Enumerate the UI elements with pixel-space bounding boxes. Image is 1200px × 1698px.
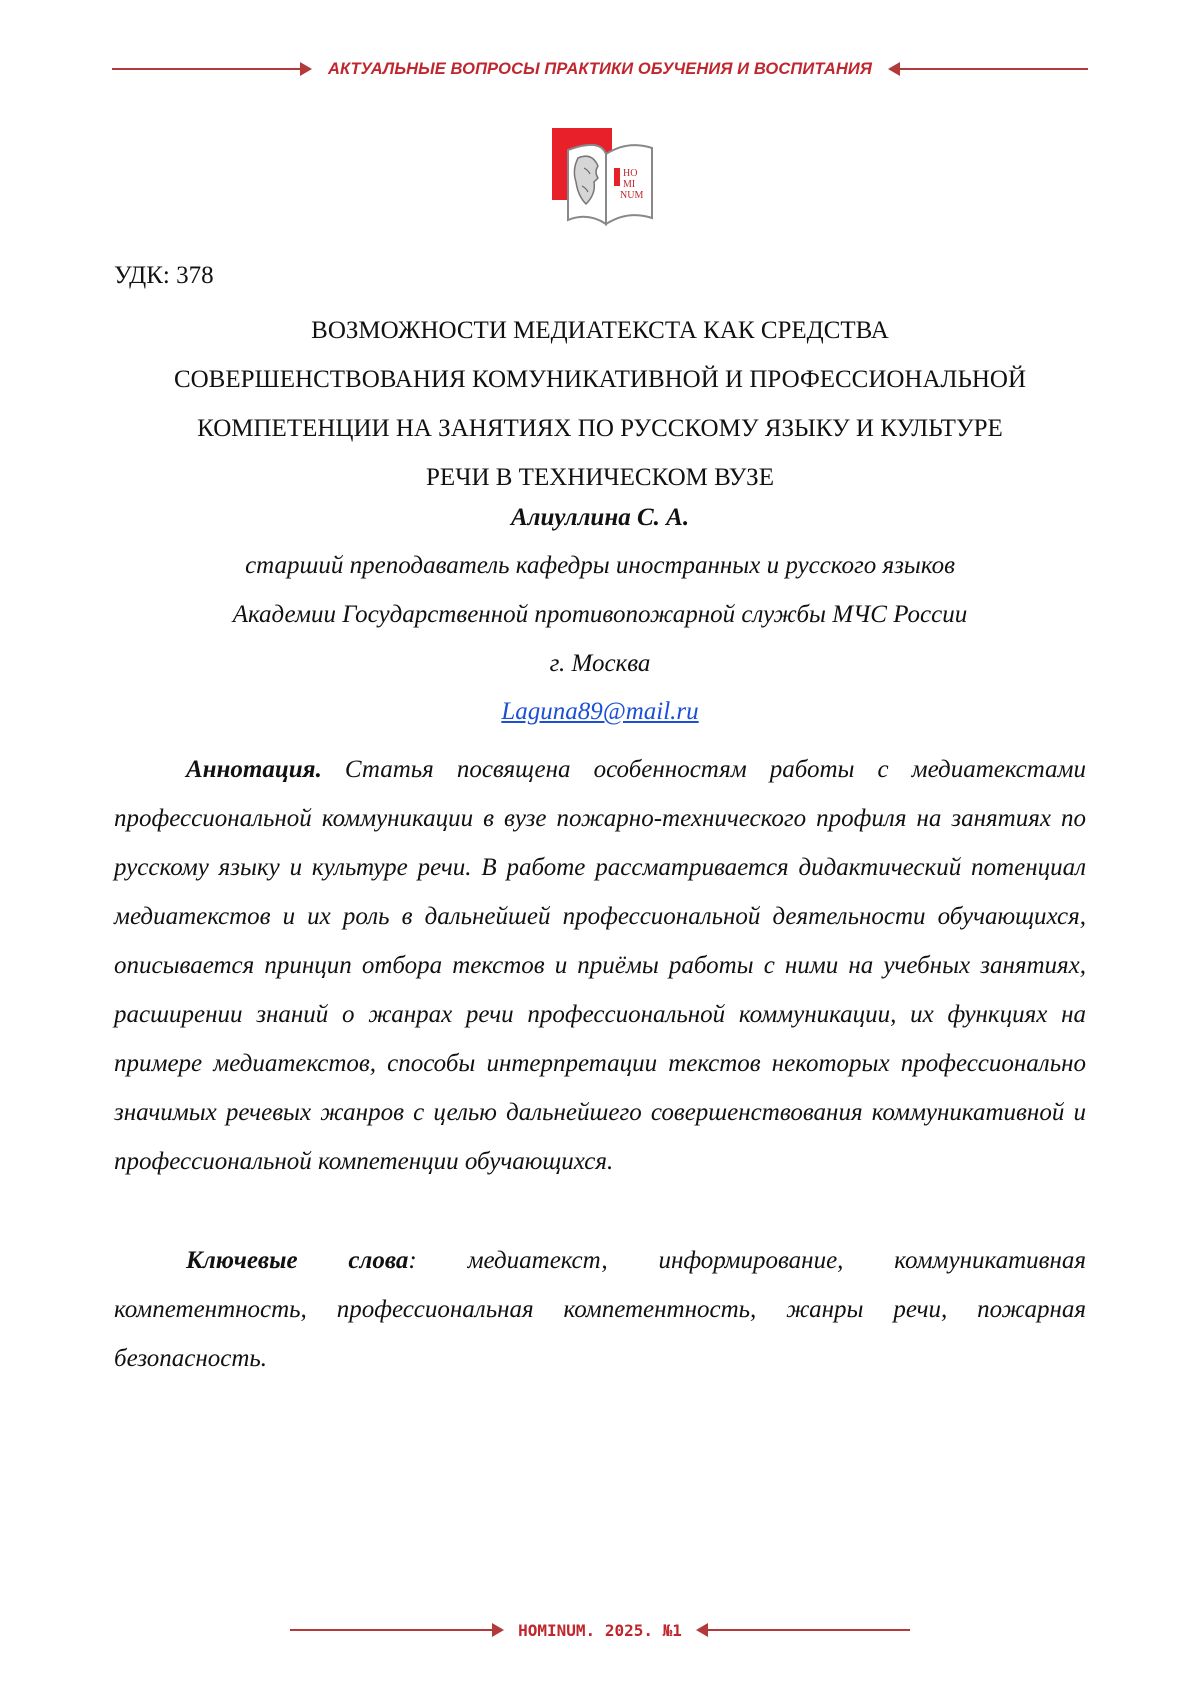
logo-text-ho: HO: [623, 168, 638, 179]
title-line: КОМПЕТЕНЦИИ НА ЗАНЯТИЯХ ПО РУССКОМУ ЯЗЫКУ И КУЛЬТУРЕ: [197, 415, 1003, 442]
footer-rule-right: [698, 1629, 910, 1631]
keywords-text: медиатекст, информирование, коммуникативная компетентность, профессиональная компетентность, жанры речи, пожарная безопасность.: [114, 1247, 1087, 1372]
author-name: Алиуллина С. А.: [510, 504, 690, 531]
udk-code: УДК: 378: [114, 262, 214, 289]
header-rule-right: [890, 68, 1088, 70]
author-position: старший преподаватель кафедры иностранных и русского языков: [245, 552, 955, 579]
article-title: [100, 306, 1100, 502]
author-email: [0, 698, 1200, 726]
email-link[interactable]: Laguna89@mail.ru: [501, 698, 699, 725]
abstract-label: Аннотация.: [186, 756, 322, 783]
logo-text-num: NUM: [620, 190, 644, 201]
keywords-label: Ключевые слова: [186, 1247, 409, 1274]
abstract-text: Статья посвящена особенностям работы с медиатекстами профессиональной коммуникации в вузе пожарно-технического профиля на занятиях по русскому языку и культуре речи. В работе рассматривается дидактический потенциал медиатекстов и их роль в дальнейшей профессиональной деятельности обучающихся, описывается принцип отбора текстов и приёмы работы с ними на учебных занятиях, расширении знаний о жанрах речи профессиональной коммуникации, их функциях на примере медиатекстов, способы интерпретации текстов некоторых профессионально значимых речевых жанров с целью дальнейшего совершенствования коммуникативной и профессиональной компетенции обучающихся.: [114, 756, 1087, 1175]
journal-header: [112, 56, 1088, 82]
logo-text-mi: MI: [623, 179, 636, 190]
title-line: ВОЗМОЖНОСТИ МЕДИАТЕКСТА КАК СРЕДСТВА: [311, 317, 889, 344]
keywords: [114, 1236, 1086, 1383]
abstract: [114, 745, 1086, 1186]
journal-issue: HOMINUM. 2025. №1: [518, 1620, 682, 1640]
keywords-separator: :: [408, 1247, 417, 1274]
author-institution: Академии Государственной противопожарной службы МЧС России: [232, 601, 968, 628]
header-rule-left: [112, 68, 310, 70]
hominum-logo: [548, 124, 660, 228]
author-city: г. Москва: [549, 650, 651, 677]
journal-section-title: АКТУАЛЬНЫЕ ВОПРОСЫ ПРАКТИКИ ОБУЧЕНИЯ И ВОСПИТАНИЯ: [328, 59, 872, 78]
footer-rule-left: [290, 1629, 502, 1631]
title-line: РЕЧИ В ТЕХНИЧЕСКОМ ВУЗЕ: [426, 464, 774, 491]
journal-footer: [290, 1618, 910, 1642]
title-line: СОВЕРШЕНСТВОВАНИЯ КОМУНИКАТИВНОЙ И ПРОФЕССИОНАЛЬНОЙ: [173, 366, 1027, 393]
